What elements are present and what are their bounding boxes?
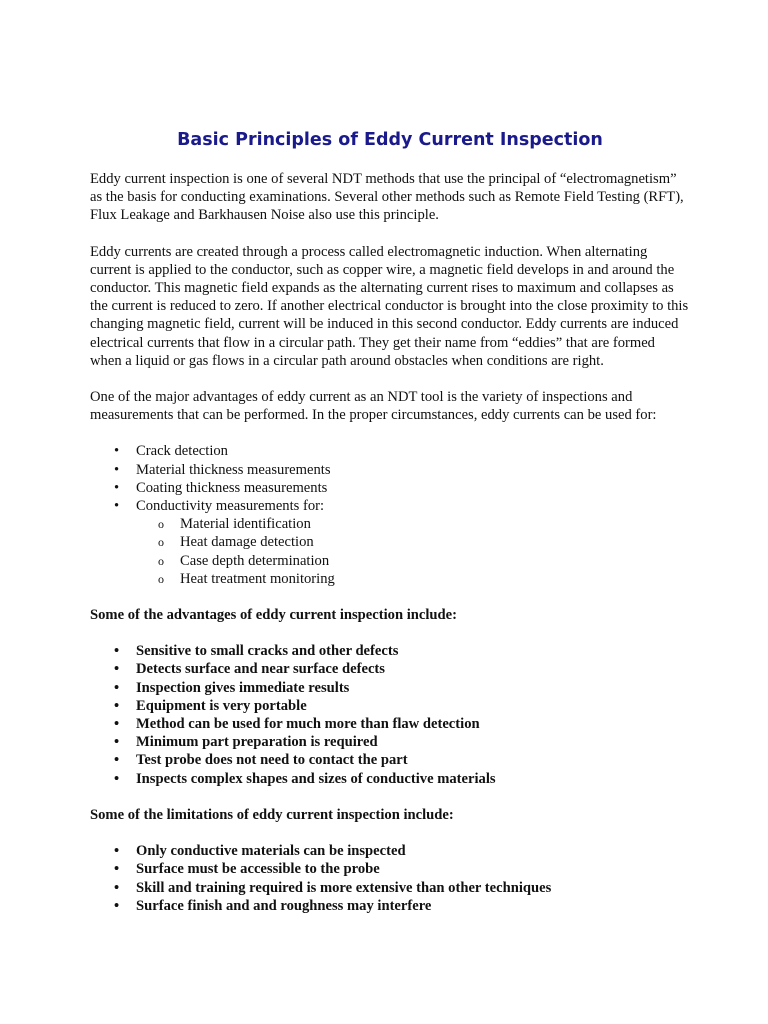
list-item: • Method can be used for much more than flaw detection [90,715,690,733]
document-page [90,128,690,933]
intro-paragraph: Eddy current inspection is one of several NDT methods that use the principal of “electromagnetism” as the basis for conducting examinations. Several other methods such as Remote Field Testing (RFT), Flux Leakage and Barkhausen Noise also use this principle. [90,171,684,224]
list-item: • Only conductive materials can be inspected [90,842,690,860]
list-item: • Equipment is very portable [90,697,690,715]
list-item: • Minimum part preparation is required [90,733,690,751]
list-item: • Detects surface and near surface defects [90,660,690,678]
list-item: • Material thickness measurements [90,461,690,479]
induction-paragraph: Eddy currents are created through a process called electromagnetic induction. When alternating current is applied to the conductor, such as copper wire, a magnetic field develops in and around the conductor. This magnetic field expands as the alternating current rises to maximum and collapses as the current is reduced to zero. If another electrical conductor is brought into the close proximity to this changing magnetic field, current will be induced in this second conductor. Eddy currents are induced electrical currents that flow in a circular path. They get their name from “eddies” that are formed when a liquid or gas flows in a circular path around obstacles when conditions are right. [90,243,689,369]
list-item: • Surface must be accessible to the probe [90,860,690,878]
list-item: • Test probe does not need to contact the part [90,751,690,769]
list-item: • Skill and training required is more extensive than other techniques [90,879,690,897]
uses-intro-paragraph: One of the major advantages of eddy current as an NDT tool is the variety of inspections and measurements that can be performed. In the proper circumstances, eddy currents can be used for: [90,389,657,424]
conductivity-sublist [136,515,690,588]
sublist-item: o Heat treatment monitoring [136,570,690,588]
list-item-with-sublist [90,497,690,588]
list-item: • Surface finish and and roughness may interfere [90,897,690,915]
list-item-label: Conductivity measurements for: [136,498,325,515]
list-item: • Crack detection [90,442,690,460]
advantages-heading: Some of the advantages of eddy current inspection include: [90,607,458,624]
sublist-item: o Material identification [136,515,690,533]
page-title: Basic Principles of Eddy Current Inspection [177,130,603,150]
sublist-item: o Case depth determination [136,552,690,570]
sublist-item: o Heat damage detection [136,533,690,551]
list-item: • Sensitive to small cracks and other defects [90,642,690,660]
uses-list [90,442,690,588]
list-item: • Coating thickness measurements [90,479,690,497]
limitations-heading: Some of the limitations of eddy current inspection include: [90,806,454,823]
limitations-list [90,842,690,915]
list-item: • Inspection gives immediate results [90,679,690,697]
list-item: • Inspects complex shapes and sizes of conductive materials [90,770,690,788]
advantages-list [90,642,690,788]
